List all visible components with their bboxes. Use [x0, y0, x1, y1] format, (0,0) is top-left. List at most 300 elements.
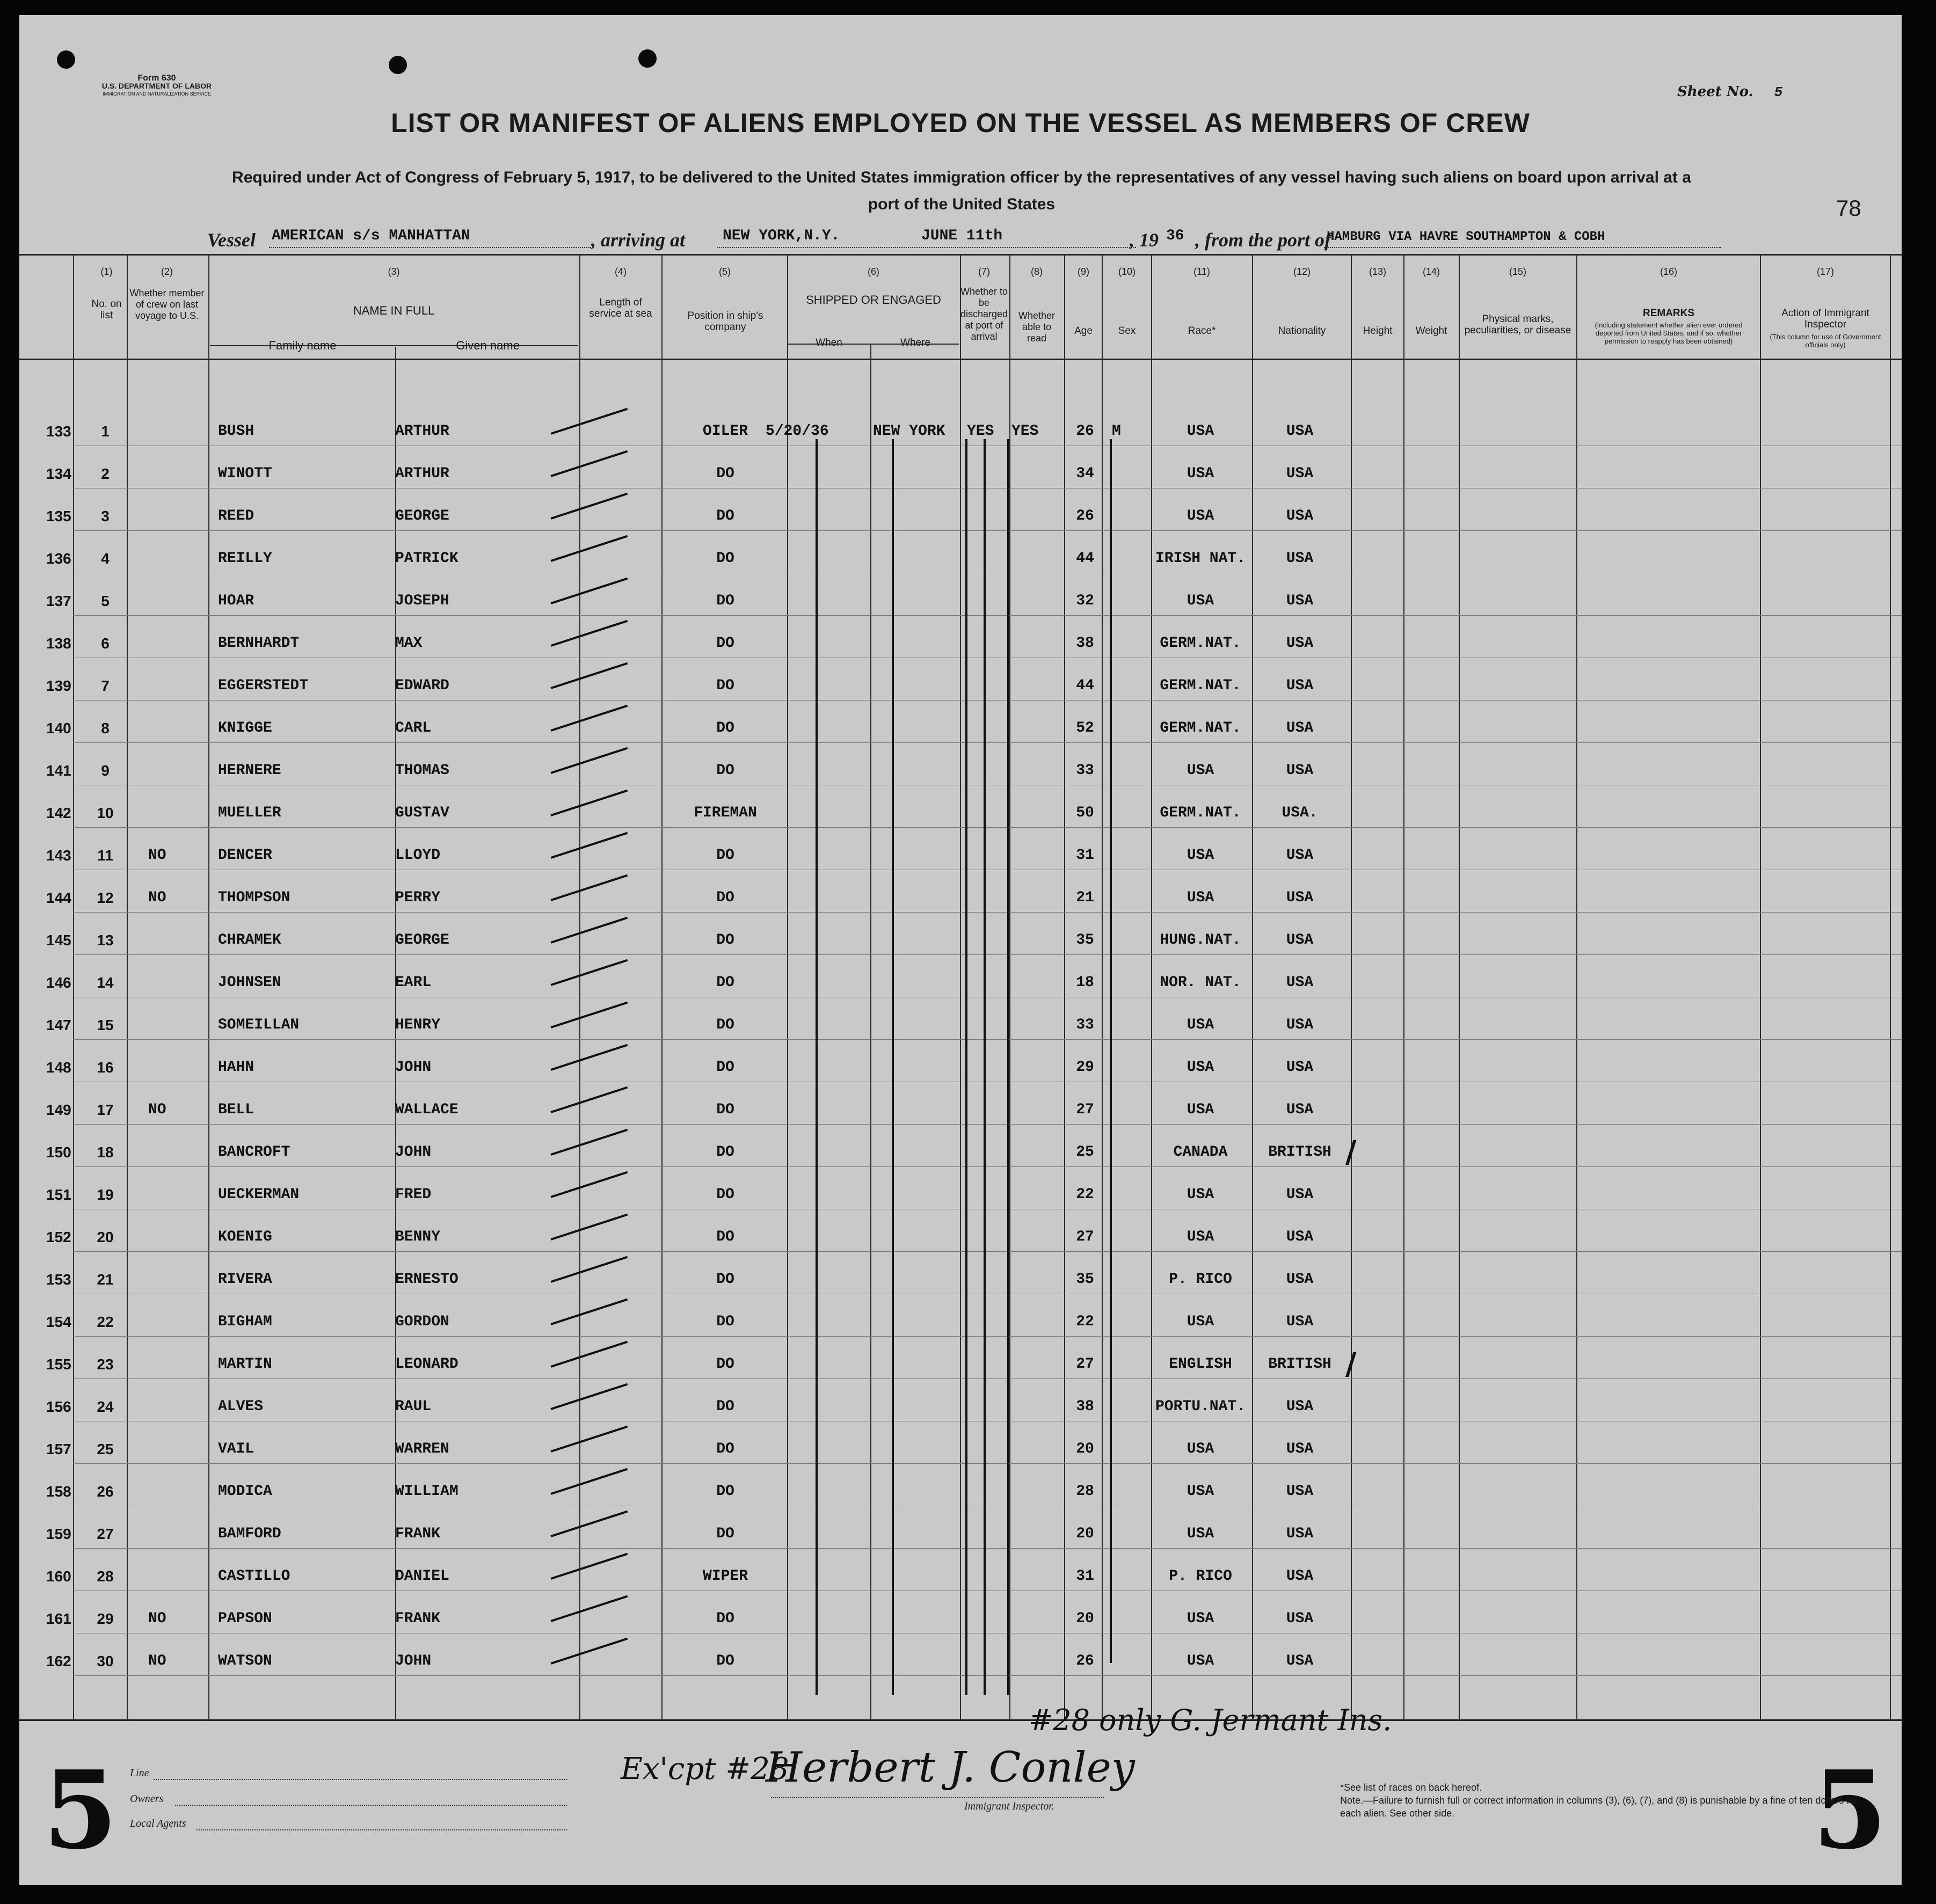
line-label: Line: [130, 1767, 149, 1779]
row-rule: [73, 827, 1902, 828]
arrival-port: NEW YORK,N.Y.: [723, 228, 840, 244]
column-rule: [1351, 254, 1352, 1719]
department-name: U.S. DEPARTMENT OF LABOR: [101, 82, 212, 90]
age: 26: [1076, 1653, 1094, 1669]
row-rule: [73, 742, 1902, 743]
given-name: MAX: [395, 635, 423, 652]
page-title: LIST OR MANIFEST OF ALIENS EMPLOYED ON THE VESSEL AS MEMBERS OF CREW: [391, 108, 1530, 138]
nationality: USA: [1286, 1653, 1314, 1669]
column-rule: [127, 254, 128, 1719]
nationality: BRITISH: [1268, 1144, 1331, 1161]
race: USA: [1187, 508, 1214, 524]
family-name: WINOTT: [218, 465, 272, 482]
position: DO: [716, 635, 734, 652]
form-number: Form 630: [137, 74, 176, 83]
race: USA: [1187, 1101, 1214, 1118]
family-name: BAMFORD: [218, 1526, 281, 1542]
able-to-read: YES: [1011, 423, 1039, 440]
position: DO: [716, 1483, 734, 1500]
family-name: PAPSON: [218, 1610, 272, 1627]
nationality: USA.: [1282, 805, 1318, 821]
discharged: YES: [967, 423, 994, 440]
race: USA: [1187, 1314, 1214, 1330]
row-rule: [73, 1039, 1902, 1040]
column-rule: [1102, 254, 1103, 1719]
list-number: 3: [101, 508, 110, 524]
previous-voyage: NO: [148, 1653, 166, 1669]
race: USA: [1187, 1186, 1214, 1203]
position: DO: [716, 1441, 734, 1457]
check-mark-stroke: [550, 1341, 628, 1368]
position: DO: [716, 1356, 734, 1373]
row-rule: [73, 1166, 1902, 1167]
col-3-header: NAME IN FULL: [353, 304, 435, 317]
given-name: DANIEL: [395, 1568, 449, 1585]
check-mark-stroke: [550, 1171, 628, 1198]
row-rule: [73, 1336, 1902, 1337]
age: 32: [1076, 593, 1094, 609]
list-number: 11: [97, 847, 113, 864]
check-mark-stroke: [550, 1044, 628, 1071]
col-5-header: Position in ship's company: [687, 310, 763, 333]
given-name: ARTHUR: [395, 465, 449, 482]
sheet-number-value: 5: [1774, 84, 1783, 100]
position: DO: [716, 1653, 734, 1669]
position: OILER: [702, 423, 748, 440]
row-rule: [73, 1251, 1902, 1252]
list-number: 13: [97, 932, 114, 949]
family-name: THOMPSON: [218, 889, 290, 906]
nationality: USA: [1286, 762, 1314, 779]
race: USA: [1187, 1441, 1214, 1457]
serial-number: 141: [46, 762, 71, 779]
nationality: USA: [1286, 1610, 1314, 1627]
arrival-year: 36: [1166, 228, 1184, 244]
age: 52: [1076, 720, 1094, 736]
check-mark-stroke: [550, 1468, 628, 1495]
age: 50: [1076, 805, 1094, 821]
owners-label: Owners: [130, 1793, 164, 1805]
race: USA: [1187, 423, 1214, 440]
family-name: KOENIG: [218, 1229, 272, 1245]
column-rule: [1890, 254, 1891, 1719]
list-number: 18: [97, 1144, 114, 1161]
footer-notes: [1340, 1781, 1877, 1820]
nationality: USA: [1286, 1526, 1314, 1542]
col-15-number: (15): [1509, 266, 1526, 277]
column-rule: [1064, 254, 1065, 1719]
col-13-number: (13): [1369, 266, 1386, 277]
serial-number: 156: [46, 1398, 71, 1415]
family-name: HAHN: [218, 1059, 254, 1076]
race: USA: [1187, 1483, 1214, 1500]
nationality: USA: [1286, 1271, 1314, 1288]
position: DO: [716, 508, 734, 524]
age: 44: [1076, 677, 1094, 694]
race: USA: [1187, 593, 1214, 609]
given-name: CARL: [395, 720, 432, 736]
check-mark-stroke: [550, 790, 628, 816]
check-mark-stroke: [550, 1426, 628, 1453]
given-name: LLOYD: [395, 847, 441, 864]
column-rule: [1009, 254, 1010, 1719]
position: DO: [716, 1526, 734, 1542]
check-mark-stroke: [550, 747, 628, 774]
given-name: WARREN: [395, 1441, 449, 1457]
list-number: 27: [97, 1526, 114, 1542]
inspector-signature: Herbert J. Conley: [766, 1743, 1135, 1792]
previous-voyage: NO: [148, 847, 166, 864]
nationality: USA: [1286, 465, 1314, 482]
column-rule: [1459, 254, 1460, 1719]
serial-number: 139: [46, 677, 71, 694]
race: ENGLISH: [1169, 1356, 1232, 1373]
position: DO: [716, 762, 734, 779]
age: 26: [1076, 423, 1094, 440]
subtitle-line-2: port of the United States: [868, 195, 1056, 213]
serial-number: 145: [46, 932, 71, 949]
race: HUNG.NAT.: [1160, 932, 1241, 949]
arriving-label: , arriving at: [591, 229, 686, 251]
age: 20: [1076, 1610, 1094, 1627]
list-number: 14: [97, 974, 114, 991]
serial-number: 152: [46, 1229, 71, 1245]
sheet-number-large-left: 5: [43, 1747, 118, 1873]
family-name: SOMEILLAN: [218, 1017, 300, 1033]
position: FIREMAN: [694, 805, 757, 821]
nationality: USA: [1286, 974, 1314, 991]
position: DO: [716, 1398, 734, 1415]
row-rule: [73, 1378, 1902, 1379]
row-rule: [73, 615, 1902, 616]
serial-number: 157: [46, 1441, 71, 1457]
family-name: BUSH: [218, 423, 254, 440]
list-number: 17: [97, 1101, 114, 1118]
serial-number: 154: [46, 1314, 71, 1330]
serial-number: 140: [46, 720, 71, 736]
row-rule: [73, 954, 1902, 955]
serial-number: 161: [46, 1610, 71, 1627]
col-8-number: (8): [1031, 266, 1043, 277]
family-name: CASTILLO: [218, 1568, 290, 1585]
col-10-number: (10): [1118, 266, 1136, 277]
serial-number: 158: [46, 1483, 71, 1500]
list-number: 22: [97, 1314, 114, 1330]
family-name: BERNHARDT: [218, 635, 300, 652]
shipped-where-header: Where: [900, 337, 930, 348]
check-mark-stroke: [550, 832, 628, 859]
given-name: LEONARD: [395, 1356, 458, 1373]
serial-number: 150: [46, 1144, 71, 1161]
column-rule: [787, 254, 788, 1719]
age: 27: [1076, 1229, 1094, 1245]
list-number: 21: [97, 1271, 114, 1288]
given-name: ARTHUR: [395, 423, 449, 440]
row-rule: [73, 1675, 1902, 1676]
race-note: *See list of races on back hereof.: [1340, 1782, 1482, 1793]
serial-number: 133: [46, 423, 71, 440]
given-name: JOHN: [395, 1144, 432, 1161]
race: GERM.NAT.: [1160, 677, 1241, 694]
position: DO: [716, 974, 734, 991]
list-number: 8: [101, 720, 110, 736]
age: 34: [1076, 465, 1094, 482]
age: 31: [1076, 1568, 1094, 1585]
position: DO: [716, 1144, 734, 1161]
col-14-number: (14): [1422, 266, 1440, 277]
exception-note: Ex'cpt #28: [621, 1752, 789, 1786]
race: USA: [1187, 1653, 1214, 1669]
row-rule: [73, 700, 1902, 701]
list-number: 9: [101, 762, 110, 779]
shipped-where: NEW YORK: [873, 423, 945, 440]
punch-hole: [389, 56, 407, 74]
family-name: BELL: [218, 1101, 254, 1118]
col-11-number: (11): [1193, 266, 1210, 277]
serial-number: 159: [46, 1526, 71, 1542]
check-mark-stroke: [550, 1086, 628, 1113]
nationality: USA: [1286, 720, 1314, 736]
inspector-note: #28 only G. Jermant Ins.: [1029, 1703, 1392, 1737]
list-number: 16: [97, 1059, 114, 1076]
col-7-number: (7): [978, 266, 990, 277]
position: DO: [716, 889, 734, 906]
serial-number: 151: [46, 1186, 71, 1203]
given-name: ERNESTO: [395, 1271, 458, 1288]
given-name: RAUL: [395, 1398, 432, 1415]
inspector-mark: /: [1345, 1346, 1357, 1382]
given-name: FRED: [395, 1186, 432, 1203]
nationality: USA: [1286, 508, 1314, 524]
nationality: USA: [1286, 1186, 1314, 1203]
position: DO: [716, 1101, 734, 1118]
position: DO: [716, 932, 734, 949]
year-prefix: , 19: [1130, 229, 1159, 251]
serial-number: 136: [46, 550, 71, 567]
col-17-subheader: (This column for use of Government officials only): [1770, 333, 1881, 349]
punch-hole: [638, 49, 657, 68]
sheet-number-large-right: 5: [1813, 1747, 1888, 1873]
given-name-header: Given name: [456, 339, 520, 352]
family-name: BIGHAM: [218, 1314, 272, 1330]
col-16-number: (16): [1660, 266, 1677, 277]
col-4-header: Length of service at sea: [589, 297, 652, 319]
penalty-note: Note.—Failure to furnish full or correct information in columns (3), (6), (7), and (8) is punishable by a fine of ten dollars for each alien. See other side.: [1340, 1795, 1858, 1819]
family-name: BANCROFT: [218, 1144, 290, 1161]
age: 38: [1076, 1398, 1094, 1415]
age: 35: [1076, 1271, 1094, 1288]
given-name: EDWARD: [395, 677, 449, 694]
col-8-header: Whether able to read: [1018, 310, 1056, 344]
departure-port: HAMBURG VIA HAVRE SOUTHAMPTON & COBH: [1327, 230, 1605, 244]
family-name: HERNERE: [218, 762, 281, 779]
column-rule: [73, 254, 74, 1719]
given-name: PERRY: [395, 889, 441, 906]
sheet-number-field: [1677, 84, 1782, 100]
serial-number: 153: [46, 1271, 71, 1288]
nationality: USA: [1286, 1059, 1314, 1076]
row-rule: [73, 530, 1902, 531]
family-name: HOAR: [218, 593, 254, 609]
position: DO: [716, 677, 734, 694]
check-mark-stroke: [550, 1129, 628, 1156]
given-name: JOHN: [395, 1059, 432, 1076]
serial-number: 134: [46, 465, 71, 482]
list-number: 7: [101, 677, 110, 694]
serial-number: 155: [46, 1356, 71, 1373]
age: 33: [1076, 762, 1094, 779]
age: 20: [1076, 1441, 1094, 1457]
check-mark-stroke: [550, 959, 628, 986]
race: GERM.NAT.: [1160, 805, 1241, 821]
form-identifier: [71, 74, 243, 98]
serial-number: 135: [46, 508, 71, 524]
position: DO: [716, 1314, 734, 1330]
race: P. RICO: [1169, 1271, 1232, 1288]
given-name: GUSTAV: [395, 805, 449, 821]
service-name: IMMIGRATION AND NATURALIZATION SERVICE: [103, 91, 211, 97]
family-name: MARTIN: [218, 1356, 272, 1373]
shipped-when-header: When: [816, 337, 842, 348]
age: 26: [1076, 508, 1094, 524]
family-name: ALVES: [218, 1398, 264, 1415]
check-mark-stroke: [550, 1595, 628, 1622]
column-rule: [1760, 254, 1761, 1719]
list-number: 10: [97, 805, 114, 821]
serial-number: 147: [46, 1017, 71, 1033]
column-rule: [1403, 254, 1404, 1719]
race: USA: [1187, 762, 1214, 779]
check-mark-stroke: [550, 493, 628, 520]
col-12-number: (12): [1293, 266, 1311, 277]
col-12-header: Nationality: [1278, 325, 1326, 337]
list-number: 29: [97, 1610, 114, 1627]
col-17-number: (17): [1816, 266, 1834, 277]
position: DO: [716, 1610, 734, 1627]
column-rule: [661, 254, 663, 1719]
list-number: 4: [101, 550, 110, 567]
given-name: FRANK: [395, 1610, 441, 1627]
nationality: USA: [1286, 1314, 1314, 1330]
col-9-number: (9): [1078, 266, 1089, 277]
position: DO: [716, 593, 734, 609]
col-4-number: (4): [615, 266, 627, 277]
age: 22: [1076, 1314, 1094, 1330]
age: 27: [1076, 1101, 1094, 1118]
family-name: RIVERA: [218, 1271, 272, 1288]
col-10-header: Sex: [1118, 325, 1136, 337]
age: 28: [1076, 1483, 1094, 1500]
serial-number: 137: [46, 593, 71, 609]
column-rule: [579, 254, 580, 1719]
race: USA: [1187, 889, 1214, 906]
position: DO: [716, 1186, 734, 1203]
given-name: GORDON: [395, 1314, 449, 1330]
check-mark-stroke: [550, 1002, 628, 1028]
from-port-label: , from the port of: [1195, 229, 1331, 251]
given-name: FRANK: [395, 1526, 441, 1542]
nationality: USA: [1286, 423, 1314, 440]
col-1-number: (1): [100, 266, 113, 277]
shipped-when: 5/20/36: [766, 423, 829, 440]
race: USA: [1187, 1526, 1214, 1542]
list-number: 5: [101, 593, 110, 609]
column-rule: [1576, 254, 1577, 1719]
family-name: REILLY: [218, 550, 272, 567]
age: 22: [1076, 1186, 1094, 1203]
nationality: USA: [1286, 847, 1314, 864]
previous-voyage: NO: [148, 1610, 166, 1627]
list-number: 15: [97, 1017, 114, 1033]
list-number: 26: [97, 1483, 114, 1500]
family-name: CHRAMEK: [218, 932, 281, 949]
col-16-header: REMARKS: [1642, 308, 1695, 319]
given-name: PATRICK: [395, 550, 458, 567]
serial-number: 142: [46, 805, 71, 821]
col-2-number: (2): [161, 266, 173, 277]
list-number: 1: [101, 423, 110, 440]
previous-voyage: NO: [148, 1101, 166, 1118]
sex: M: [1112, 423, 1121, 440]
age: 18: [1076, 974, 1094, 991]
nationality: USA: [1286, 932, 1314, 949]
check-mark-stroke: [550, 917, 628, 944]
position: DO: [716, 1271, 734, 1288]
row-rule: [73, 1463, 1902, 1464]
race: USA: [1187, 1017, 1214, 1033]
check-mark-stroke: [550, 1383, 628, 1410]
family-name: MUELLER: [218, 805, 281, 821]
col-2-header: Whether member of crew on last voyage to U.S.: [129, 288, 205, 321]
row-rule: [73, 1548, 1902, 1549]
position: DO: [716, 720, 734, 736]
race: GERM.NAT.: [1160, 635, 1241, 652]
age: 21: [1076, 889, 1094, 906]
col-9-header: Age: [1074, 325, 1093, 337]
given-name: EARL: [395, 974, 432, 991]
age: 44: [1076, 550, 1094, 567]
family-name: VAIL: [218, 1441, 254, 1457]
race: PORTU.NAT.: [1155, 1398, 1246, 1415]
list-number: 19: [97, 1186, 114, 1203]
sheet-number-label: Sheet No.: [1677, 84, 1753, 100]
race: USA: [1187, 1229, 1214, 1245]
col-3-number: (3): [388, 266, 400, 277]
nationality: USA: [1286, 635, 1314, 652]
col-1-header: No. on list: [91, 298, 122, 321]
col-14-header: Weight: [1415, 325, 1447, 337]
check-mark-stroke: [550, 1214, 628, 1241]
race: CANADA: [1173, 1144, 1228, 1161]
position: WIPER: [702, 1568, 748, 1585]
nationality: USA: [1286, 1229, 1314, 1245]
serial-number: 149: [46, 1101, 71, 1118]
vessel-label: Vessel: [207, 229, 256, 251]
list-number: 25: [97, 1441, 114, 1457]
race: USA: [1187, 847, 1214, 864]
column-rule: [208, 254, 209, 1719]
page-number: 78: [1836, 195, 1861, 221]
family-name: EGGERSTEDT: [218, 677, 309, 694]
nationality: USA: [1286, 593, 1314, 609]
list-number: 12: [97, 889, 114, 906]
check-mark-stroke: [550, 1511, 628, 1537]
serial-number: 143: [46, 847, 71, 864]
check-mark-stroke: [550, 1638, 628, 1665]
inspector-mark: /: [1345, 1134, 1357, 1170]
serial-number: 160: [46, 1568, 71, 1585]
vessel-name: AMERICAN s/s MANHATTAN: [272, 228, 470, 244]
